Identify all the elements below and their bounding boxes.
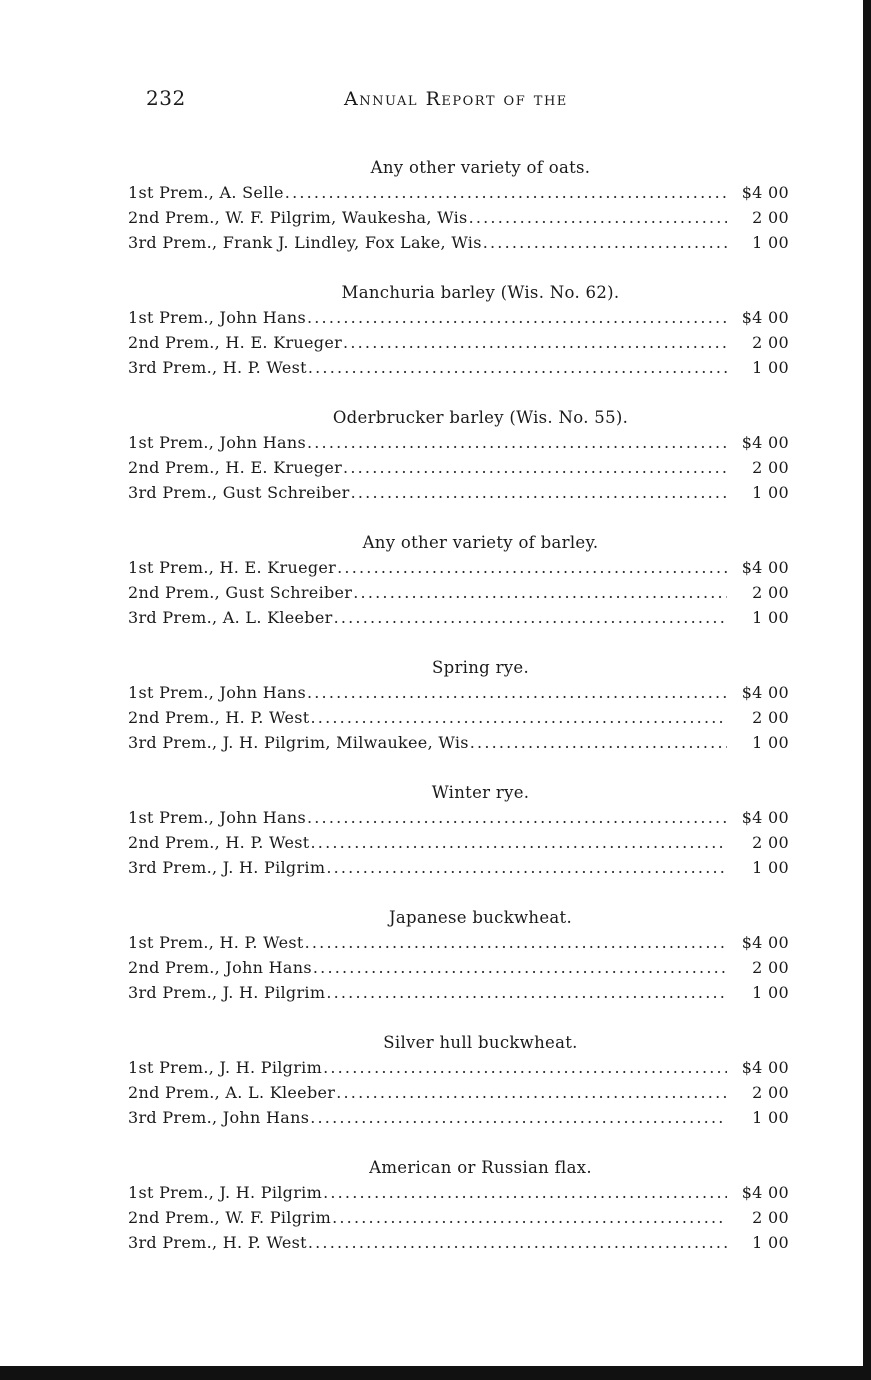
section-title: Any other variety of barley. — [362, 533, 599, 552]
premium-section — [128, 780, 793, 905]
dot-leader — [483, 230, 727, 255]
premium-amount: $4 00 — [741, 1183, 789, 1202]
premium-row — [128, 705, 793, 730]
premium-amount: $4 00 — [741, 1058, 789, 1077]
premium-row — [128, 455, 793, 480]
premium-row — [128, 855, 793, 880]
premium-row — [128, 830, 793, 855]
dot-leader — [308, 355, 727, 380]
premium-row — [128, 230, 793, 255]
premium-winner: 2nd Prem., W. F. Pilgrim, Waukesha, Wis — [128, 208, 468, 227]
premium-section — [128, 1030, 793, 1155]
premium-winner: 3rd Prem., J. H. Pilgrim, Milwaukee, Wis — [128, 733, 469, 752]
premium-row — [128, 1180, 793, 1205]
premium-row — [128, 1230, 793, 1255]
premium-list — [128, 155, 793, 1280]
dot-leader — [336, 1080, 727, 1105]
premium-amount: 1 00 — [752, 1233, 789, 1252]
premium-amount: 1 00 — [752, 983, 789, 1002]
premium-amount: 2 00 — [752, 833, 789, 852]
premium-row — [128, 1080, 793, 1105]
premium-row — [128, 730, 793, 755]
premium-amount: 1 00 — [752, 233, 789, 252]
premium-row — [128, 580, 793, 605]
premium-winner: 1st Prem., H. P. West — [128, 933, 304, 952]
section-title: Silver hull buckwheat. — [383, 1033, 578, 1052]
dot-leader — [343, 330, 727, 355]
premium-winner: 3rd Prem., H. P. West — [128, 358, 307, 377]
premium-section — [128, 530, 793, 655]
dot-leader — [285, 180, 727, 205]
dot-leader — [307, 680, 727, 705]
premium-winner: 3rd Prem., Frank J. Lindley, Fox Lake, Wis — [128, 233, 482, 252]
premium-amount: 2 00 — [752, 458, 789, 477]
premium-row — [128, 930, 793, 955]
page-header — [146, 86, 606, 116]
premium-section — [128, 905, 793, 1030]
dot-leader — [310, 1105, 727, 1130]
dot-leader — [353, 580, 727, 605]
dot-leader — [334, 605, 727, 630]
premium-winner: 2nd Prem., H. E. Krueger — [128, 333, 343, 352]
premium-amount: 1 00 — [752, 608, 789, 627]
premium-amount: $4 00 — [741, 308, 789, 327]
premium-amount: 2 00 — [752, 333, 789, 352]
premium-row — [128, 205, 793, 230]
dot-leader — [307, 805, 727, 830]
premium-amount: 2 00 — [752, 958, 789, 977]
premium-amount: $4 00 — [741, 683, 789, 702]
dot-leader — [470, 730, 727, 755]
premium-winner: 1st Prem., John Hans — [128, 808, 306, 827]
premium-winner: 2nd Prem., Gust Schreiber — [128, 583, 353, 602]
premium-amount: $4 00 — [741, 558, 789, 577]
premium-winner: 1st Prem., John Hans — [128, 683, 306, 702]
premium-winner: 3rd Prem., Gust Schreiber — [128, 483, 350, 502]
premium-amount: 2 00 — [752, 583, 789, 602]
premium-section — [128, 155, 793, 280]
premium-amount: $4 00 — [741, 183, 789, 202]
premium-winner: 2nd Prem., W. F. Pilgrim — [128, 1208, 332, 1227]
premium-row — [128, 680, 793, 705]
page-number: 232 — [146, 86, 186, 110]
dot-leader — [323, 1055, 727, 1080]
section-title: Any other variety of oats. — [370, 158, 591, 177]
premium-winner: 3rd Prem., H. P. West — [128, 1233, 307, 1252]
premium-amount: $4 00 — [741, 433, 789, 452]
premium-winner: 1st Prem., John Hans — [128, 308, 306, 327]
premium-amount: 1 00 — [752, 1108, 789, 1127]
premium-amount: $4 00 — [741, 933, 789, 952]
premium-row — [128, 605, 793, 630]
section-title: Winter rye. — [431, 783, 530, 802]
premium-row — [128, 305, 793, 330]
premium-winner: 1st Prem., J. H. Pilgrim — [128, 1183, 323, 1202]
section-title: Spring rye. — [432, 658, 529, 677]
premium-winner: 1st Prem., John Hans — [128, 433, 306, 452]
section-title: American or Russian flax. — [369, 1158, 592, 1177]
dot-leader — [307, 305, 727, 330]
premium-section — [128, 405, 793, 530]
premium-row — [128, 980, 793, 1005]
dot-leader — [326, 855, 727, 880]
premium-amount: 2 00 — [752, 1208, 789, 1227]
section-title: Manchuria barley (Wis. No. 62). — [341, 283, 620, 302]
premium-winner: 1st Prem., J. H. Pilgrim — [128, 1058, 323, 1077]
premium-amount: 2 00 — [752, 708, 789, 727]
premium-amount: 2 00 — [752, 208, 789, 227]
premium-row — [128, 1055, 793, 1080]
premium-winner: 3rd Prem., John Hans — [128, 1108, 310, 1127]
dot-leader — [323, 1180, 727, 1205]
premium-row — [128, 330, 793, 355]
scan-border-bottom — [0, 1366, 871, 1380]
premium-row — [128, 480, 793, 505]
section-title: Oderbrucker barley (Wis. No. 55). — [332, 408, 629, 427]
premium-section — [128, 280, 793, 405]
premium-winner: 3rd Prem., A. L. Kleeber — [128, 608, 333, 627]
premium-row — [128, 180, 793, 205]
running-title: Annual Report of the — [344, 88, 568, 110]
dot-leader — [351, 480, 727, 505]
dot-leader — [343, 455, 727, 480]
scan-border-right — [863, 0, 871, 1380]
premium-row — [128, 1205, 793, 1230]
premium-amount: 2 00 — [752, 1083, 789, 1102]
dot-leader — [326, 980, 727, 1005]
premium-winner: 2nd Prem., John Hans — [128, 958, 312, 977]
premium-amount: 1 00 — [752, 733, 789, 752]
premium-section — [128, 655, 793, 780]
premium-amount: 1 00 — [752, 858, 789, 877]
premium-winner: 1st Prem., H. E. Krueger — [128, 558, 337, 577]
dot-leader — [308, 1230, 727, 1255]
premium-winner: 2nd Prem., H. P. West — [128, 833, 310, 852]
premium-amount: $4 00 — [741, 808, 789, 827]
premium-winner: 1st Prem., A. Selle — [128, 183, 284, 202]
premium-amount: 1 00 — [752, 358, 789, 377]
dot-leader — [337, 555, 727, 580]
premium-winner: 2nd Prem., H. E. Krueger — [128, 458, 343, 477]
dot-leader — [307, 430, 727, 455]
premium-row — [128, 355, 793, 380]
premium-winner: 2nd Prem., H. P. West — [128, 708, 310, 727]
premium-row — [128, 955, 793, 980]
dot-leader — [305, 930, 727, 955]
premium-row — [128, 430, 793, 455]
dot-leader — [311, 705, 728, 730]
premium-winner: 3rd Prem., J. H. Pilgrim — [128, 858, 326, 877]
dot-leader — [311, 830, 728, 855]
premium-winner: 3rd Prem., J. H. Pilgrim — [128, 983, 326, 1002]
dot-leader — [469, 205, 727, 230]
premium-winner: 2nd Prem., A. L. Kleeber — [128, 1083, 336, 1102]
dot-leader — [313, 955, 727, 980]
premium-row — [128, 1105, 793, 1130]
premium-amount: 1 00 — [752, 483, 789, 502]
premium-row — [128, 555, 793, 580]
premium-section — [128, 1155, 793, 1280]
dot-leader — [332, 1205, 727, 1230]
section-title: Japanese buckwheat. — [388, 908, 573, 927]
premium-row — [128, 805, 793, 830]
